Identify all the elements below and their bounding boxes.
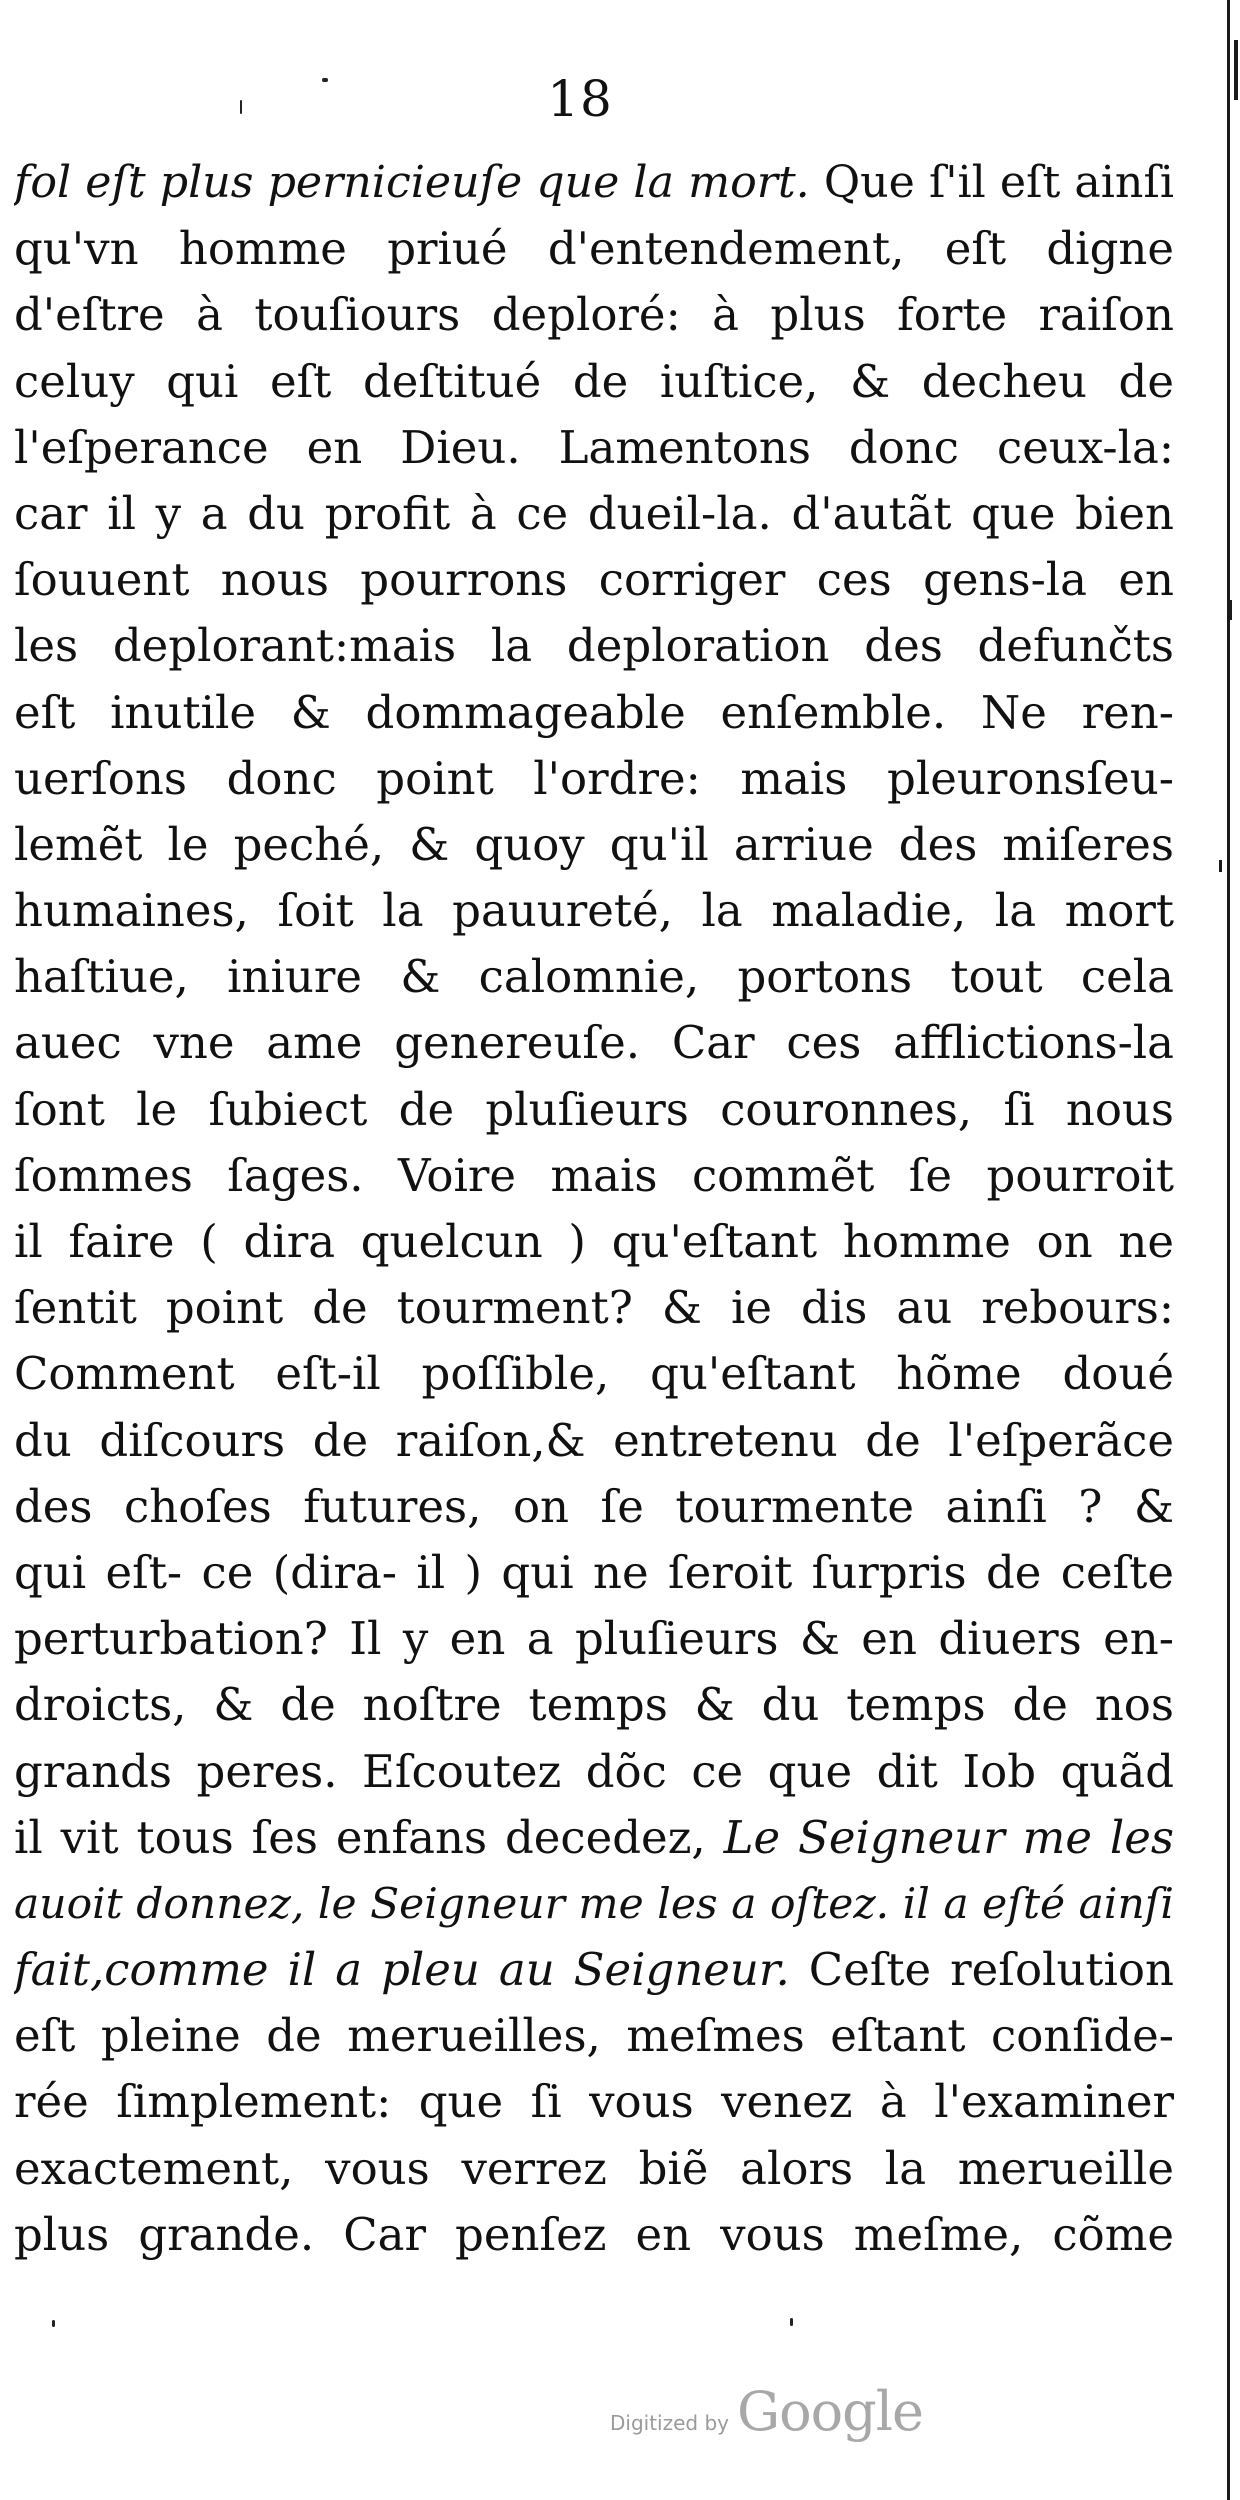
text-line bbox=[14, 1937, 1174, 2003]
text-line bbox=[14, 2003, 1174, 2069]
text-line bbox=[14, 1143, 1174, 1209]
text-segment: Ceſte reſolution bbox=[789, 1943, 1174, 1997]
text-line bbox=[14, 746, 1174, 812]
text-line bbox=[14, 1341, 1174, 1407]
text-line bbox=[14, 944, 1174, 1010]
text-segment: droicts, & de noſtre temps & du temps de nos bbox=[14, 1678, 1174, 1732]
text-segment: qui eſt- ce (dira- il ) qui ne ſeroit ſurpris de ceſte bbox=[14, 1545, 1174, 1599]
text-segment: ſommes ſages. Voire mais commẽt ſe pourroit bbox=[14, 1148, 1174, 1202]
text-segment: ſouuent nous pourrons corriger ces gens-la en bbox=[14, 553, 1174, 607]
google-logo: Google bbox=[737, 2380, 923, 2443]
text-line bbox=[14, 547, 1174, 613]
text-segment: perturbation? Il y en a pluſieurs & en diuers en- bbox=[14, 1612, 1174, 1666]
text-segment: les deplorant:mais la deploration des defunčts bbox=[14, 619, 1174, 673]
text-line bbox=[14, 282, 1174, 348]
italic-segment: Le Seigneur me les bbox=[723, 1810, 1174, 1864]
text-line bbox=[14, 216, 1174, 282]
text-segment: d'eſtre à touſiours deploré: à plus forte raiſon bbox=[14, 288, 1174, 342]
text-line bbox=[14, 415, 1174, 481]
text-line bbox=[14, 481, 1174, 547]
text-line bbox=[14, 613, 1174, 679]
text-segment: rée ſimplement: que ſi vous venez à l'examiner bbox=[14, 2075, 1174, 2129]
text-segment: qu'vn homme priué d'entendement, eſt digne bbox=[14, 222, 1174, 276]
text-line bbox=[14, 1474, 1174, 1540]
text-segment: uerſons donc point l'ordre: mais pleuronsſeu- bbox=[14, 751, 1174, 805]
text-line bbox=[14, 1871, 1174, 1937]
text-line bbox=[14, 1408, 1174, 1474]
text-segment: humaines, ſoit la pauureté, la maladie, la mort bbox=[14, 884, 1174, 938]
text-segment: Que ſ'il eſt ainſi bbox=[809, 157, 1174, 208]
text-segment: haſtiue, iniure & calomnie, portons tout cela bbox=[14, 950, 1174, 1004]
text-line bbox=[14, 878, 1174, 944]
ink-speck bbox=[52, 2320, 55, 2327]
text-line bbox=[14, 2069, 1174, 2135]
digitization-watermark bbox=[610, 2380, 923, 2443]
page-edge-line bbox=[1227, 0, 1230, 2500]
text-line bbox=[14, 2136, 1174, 2202]
text-segment: celuy qui eſt deſtitué de iuſtice, & decheu de bbox=[14, 354, 1174, 408]
text-line bbox=[14, 1010, 1174, 1076]
text-line bbox=[14, 1275, 1174, 1341]
italic-segment: auoit donnez, le Seigneur me les a oſtez. il a eſté ainſi bbox=[14, 1878, 1174, 1928]
text-line bbox=[14, 2202, 1174, 2268]
text-segment: auec vne ame genereuſe. Car ces afflictions-la bbox=[14, 1016, 1174, 1070]
text-segment: ſont le ſubiect de pluſieurs couronnes, ſi nous bbox=[14, 1082, 1174, 1136]
text-line bbox=[14, 812, 1174, 878]
text-line bbox=[14, 1606, 1174, 1672]
italic-segment: fol eſt plus pernicieuſe que la mort. bbox=[14, 157, 810, 208]
text-line bbox=[14, 349, 1174, 415]
text-line bbox=[14, 150, 1174, 216]
watermark-prefix: Digitized by bbox=[610, 2411, 729, 2435]
text-line bbox=[14, 1540, 1174, 1606]
text-segment: lemẽt le peché, & quoy qu'il arriue des miſeres bbox=[14, 817, 1174, 871]
text-segment: car il y a du profit à ce dueil-la. d'autãt que bien bbox=[14, 486, 1174, 540]
ink-speck bbox=[790, 2318, 793, 2326]
text-segment: l'eſperance en Dieu. Lamentons donc ceux-la: bbox=[14, 420, 1174, 474]
body-text bbox=[14, 150, 1174, 2268]
text-segment: eſt inutile & dommageable enſemble. Ne ren- bbox=[14, 685, 1174, 739]
italic-segment: fait,comme il a pleu au Seigneur. bbox=[14, 1943, 790, 1997]
text-segment: eſt pleine de merueilles, meſmes eſtant conſide- bbox=[14, 2009, 1174, 2063]
text-line bbox=[14, 1739, 1174, 1805]
page-edge-mark bbox=[1219, 860, 1222, 872]
text-segment: Comment eſt-il poſſible, qu'eſtant hõme doué bbox=[14, 1347, 1174, 1401]
text-segment: grands peres. Eſcoutez dõc ce que dit Iob quãd bbox=[14, 1744, 1174, 1798]
text-line bbox=[14, 1672, 1174, 1738]
text-segment: plus grande. Car penſez en vous meſme, cõme bbox=[14, 2207, 1174, 2261]
text-segment: des choſes futures, on ſe tourmente ainſi ? & bbox=[14, 1479, 1174, 1533]
text-segment: il faire ( dira quelcun ) qu'eſtant homme on ne bbox=[14, 1215, 1174, 1268]
text-segment: il vit tous ſes enfans decedez, bbox=[14, 1810, 724, 1864]
text-line bbox=[14, 1209, 1174, 1275]
page-edge-mark bbox=[1228, 600, 1232, 620]
text-segment: exactement, vous verrez biẽ alors la merueille bbox=[14, 2141, 1174, 2195]
text-line bbox=[14, 680, 1174, 746]
text-segment: du diſcours de raiſon,& entretenu de l'eſperãce bbox=[14, 1413, 1174, 1467]
text-line bbox=[14, 1077, 1174, 1143]
text-segment: ſentit point de tourment? & ie dis au rebours: bbox=[14, 1281, 1174, 1335]
page-number: 18 bbox=[547, 70, 613, 128]
page-edge-mark bbox=[1234, 40, 1238, 100]
text-line bbox=[14, 1805, 1174, 1871]
